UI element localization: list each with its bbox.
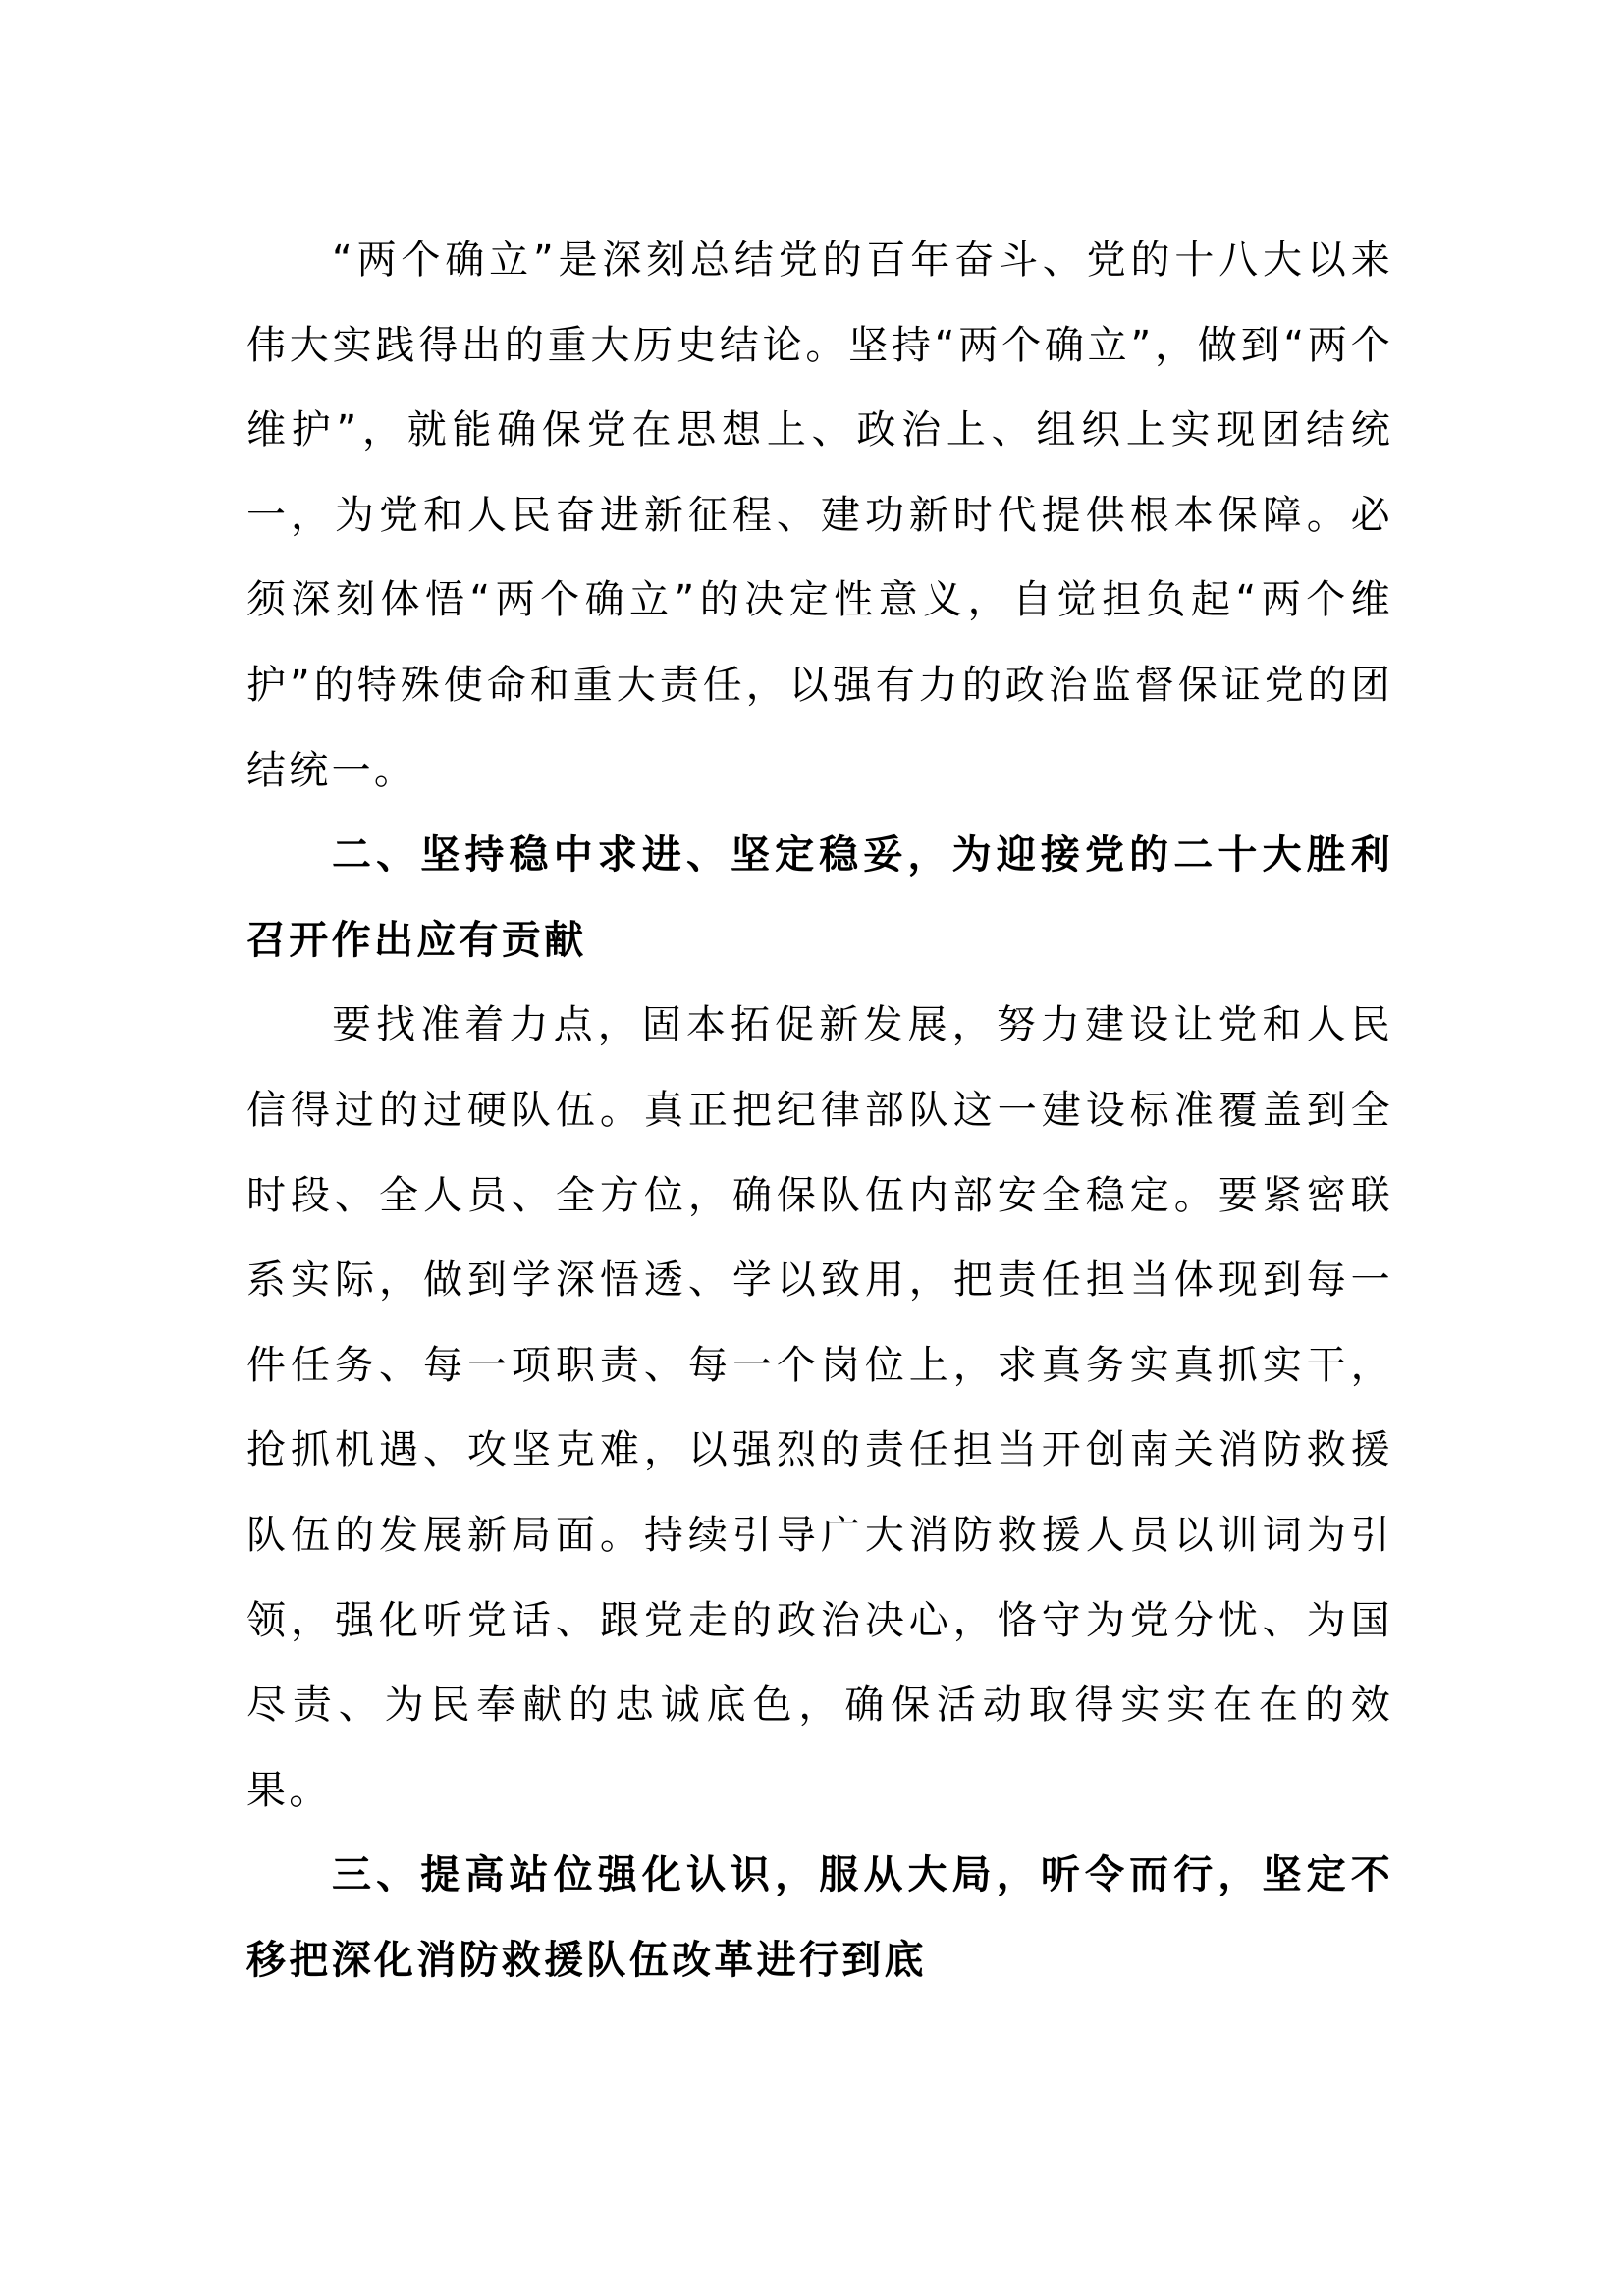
section-heading-two: 二、坚持稳中求进、坚定稳妥，为迎接党的二十大胜利召开作出应有贡献	[246, 832, 1393, 963]
body-paragraph-focus-points: 要找准着力点，固本拓促新发展，努力建设让党和人民信得过的过硬队伍。真正把纪律部队这一建设标准覆盖到全时段、全人员、全方位，确保队伍内部安全稳定。要紧密联系实际，做到学深悟透、学以致用，把责任担当体现到每一件任务、每一项职责、每一个岗位上，求真务实真抓实干，抢抓机遇、攻坚克难，以强烈的责任担当开创南关消防救援队伍的发展新局面。持续引导广大消防救援人员以训词为引领，强化听党话、跟党走的政治决心，恪守为党分忧、为国尽责、为民奉献的忠诚底色，确保活动取得实实在在的效果。	[246, 1002, 1393, 1813]
document-page	[246, 218, 1393, 2002]
body-paragraph-two-establishments: “两个确立”是深刻总结党的百年奋斗、党的十八大以来伟大实践得出的重大历史结论。坚持“两个确立”，做到“两个维护”，就能确保党在思想上、政治上、组织上实现团结统一，为党和人民奋进新征程、建功新时代提供根本保障。必须深刻体悟“两个确立”的决定性意义，自觉担负起“两个维护”的特殊使命和重大责任，以强有力的政治监督保证党的团结统一。	[246, 238, 1393, 793]
section-heading-three: 三、提高站位强化认识，服从大局，听令而行，坚定不移把深化消防救援队伍改革进行到底	[246, 1852, 1393, 1983]
